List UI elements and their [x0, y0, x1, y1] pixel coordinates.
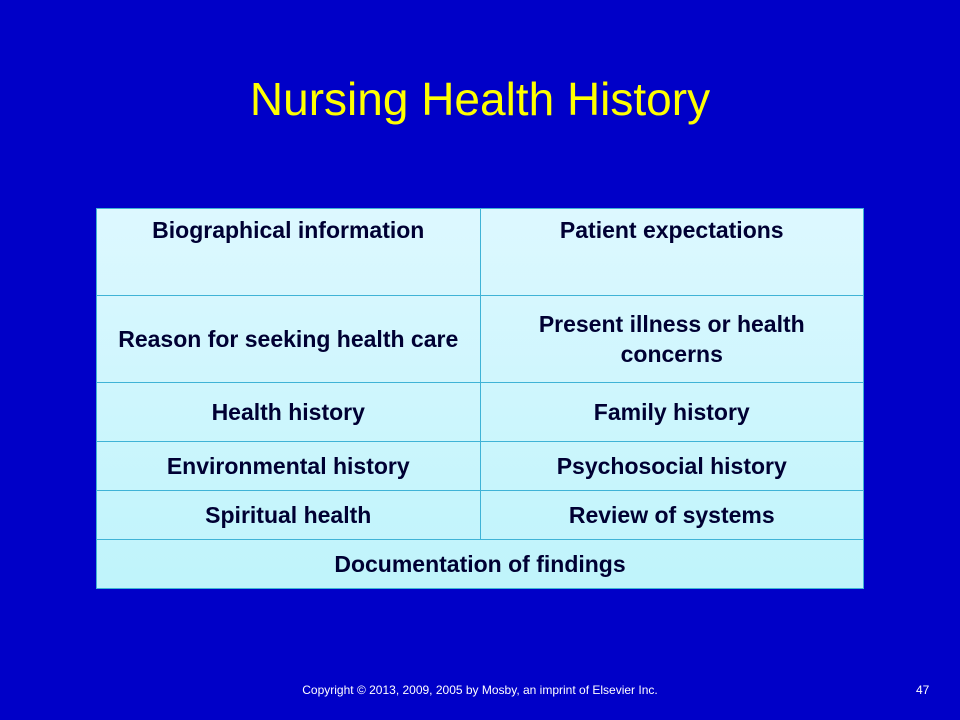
table-cell: Spiritual health [97, 491, 481, 540]
table-cell: Environmental history [97, 442, 481, 491]
table-row [97, 442, 864, 491]
table-cell: Biographical information [97, 209, 481, 296]
table-row [97, 209, 864, 296]
documentation-cell: Documentation of findings [97, 540, 864, 589]
page-number: 47 [916, 683, 930, 697]
table-cell: Reason for seeking health care [97, 296, 481, 383]
table-cell: Psychosocial history [480, 442, 864, 491]
table-row [97, 540, 864, 589]
table-cell: Health history [97, 383, 481, 442]
table-cell: Present illness or health concerns [480, 296, 864, 383]
table-cell: Patient expectations [480, 209, 864, 296]
table-row [97, 491, 864, 540]
table-row [97, 296, 864, 383]
table-cell: Review of systems [480, 491, 864, 540]
table-cell: Family history [480, 383, 864, 442]
slide-title: Nursing Health History [249, 73, 711, 125]
copyright-notice: Copyright © 2013, 2009, 2005 by Mosby, an imprint of Elsevier Inc. [302, 683, 658, 697]
table-row [97, 383, 864, 442]
health-history-table [96, 208, 864, 589]
